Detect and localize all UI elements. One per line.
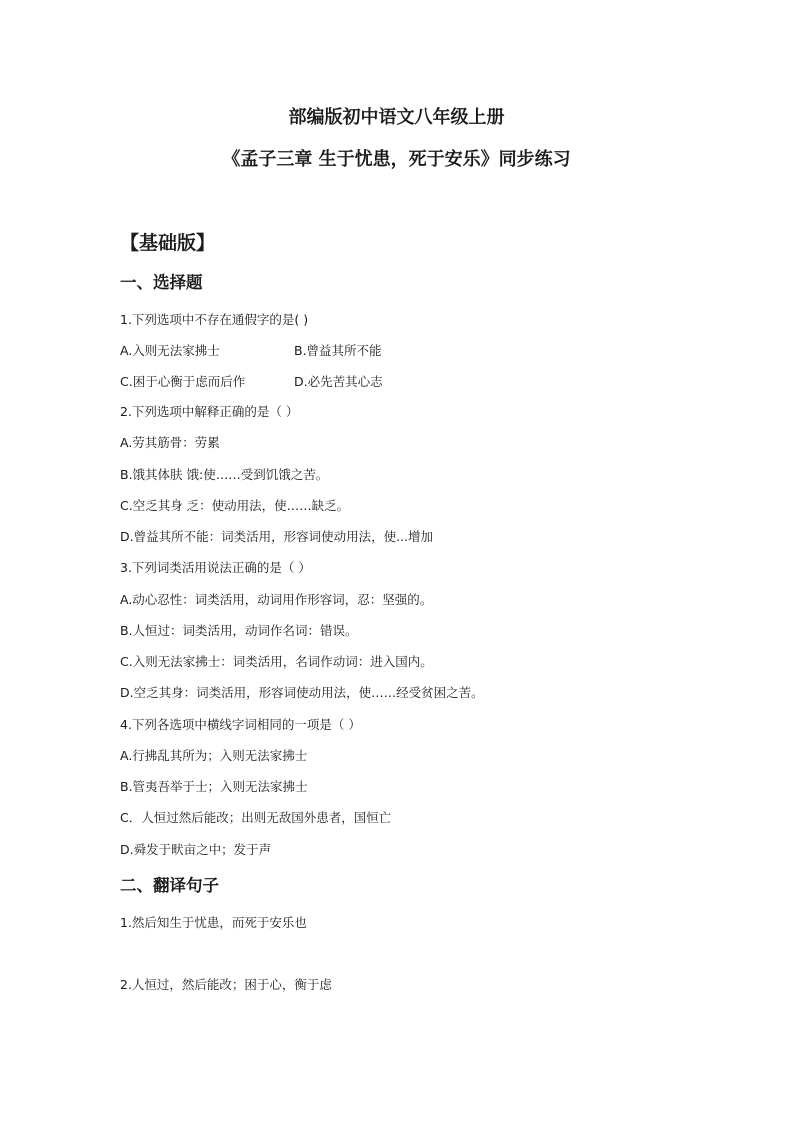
question-1-option-b: B.曾益其所不能 [294,343,382,358]
question-1-option-d: D.必先苦其心志 [294,374,383,389]
translation-question-2: 2.人恒过，然后能改；困于心，衡于虑 [120,977,332,992]
question-1-stem: 1.下列选项中不存在通假字的是( ) [120,312,309,327]
question-2-option-c: C.空乏其身 乏：使动用法，使……缺乏。 [120,498,350,513]
question-3-stem: 3.下列词类活用说法正确的是（ ） [120,560,311,575]
question-2-option-d: D.曾益其所不能：词类活用，形容词使动用法，使...增加 [120,529,434,544]
question-3-option-d: D.空乏其身：词类活用，形容词使动用法，使……经受贫困之苦。 [120,685,484,700]
version-label: 【基础版】 [120,232,216,254]
section-heading-choice: 一、选择题 [120,273,203,292]
question-4-option-c: C．人恒过然后能改；出则无敌国外患者，国恒亡 [120,810,392,825]
question-4-option-a: A.行拂乱其所为；入则无法家拂士 [120,748,308,763]
question-4-option-b: B.管夷吾举于士；入则无法家拂士 [120,779,308,794]
question-4-stem: 4.下列各选项中横线字词相同的一项是（ ） [120,717,361,732]
question-3-option-b: B.人恒过：词类活用，动词作名词：错误。 [120,623,358,638]
question-4-option-d: D.舜发于畎亩之中；发于声 [120,842,272,857]
document-title: 部编版初中语文八年级上册 [288,107,505,128]
section-heading-translation: 二、翻译句子 [120,876,219,895]
question-1-option-c: C.困于心衡于虑而后作 [120,374,246,389]
question-3-option-a: A.动心忍性：词类活用，动词用作形容词，忍：坚强的。 [120,592,433,607]
question-1-option-a: A.入则无法家拂士 [120,343,220,358]
translation-question-1: 1.然后知生于忧患，而死于安乐也 [120,915,307,930]
question-2-option-a: A.劳其筋骨：劳累 [120,435,220,450]
question-2-stem: 2.下列选项中解释正确的是（ ） [120,404,299,419]
document-subtitle: 《孟子三章 生于忧患，死于安乐》同步练习 [222,149,571,170]
question-3-option-c: C.入则无法家拂士：词类活用，名词作动词：进入国内。 [120,654,433,669]
question-2-option-b: B.饿其体肤 饿:使……受到饥饿之苦。 [120,467,329,482]
